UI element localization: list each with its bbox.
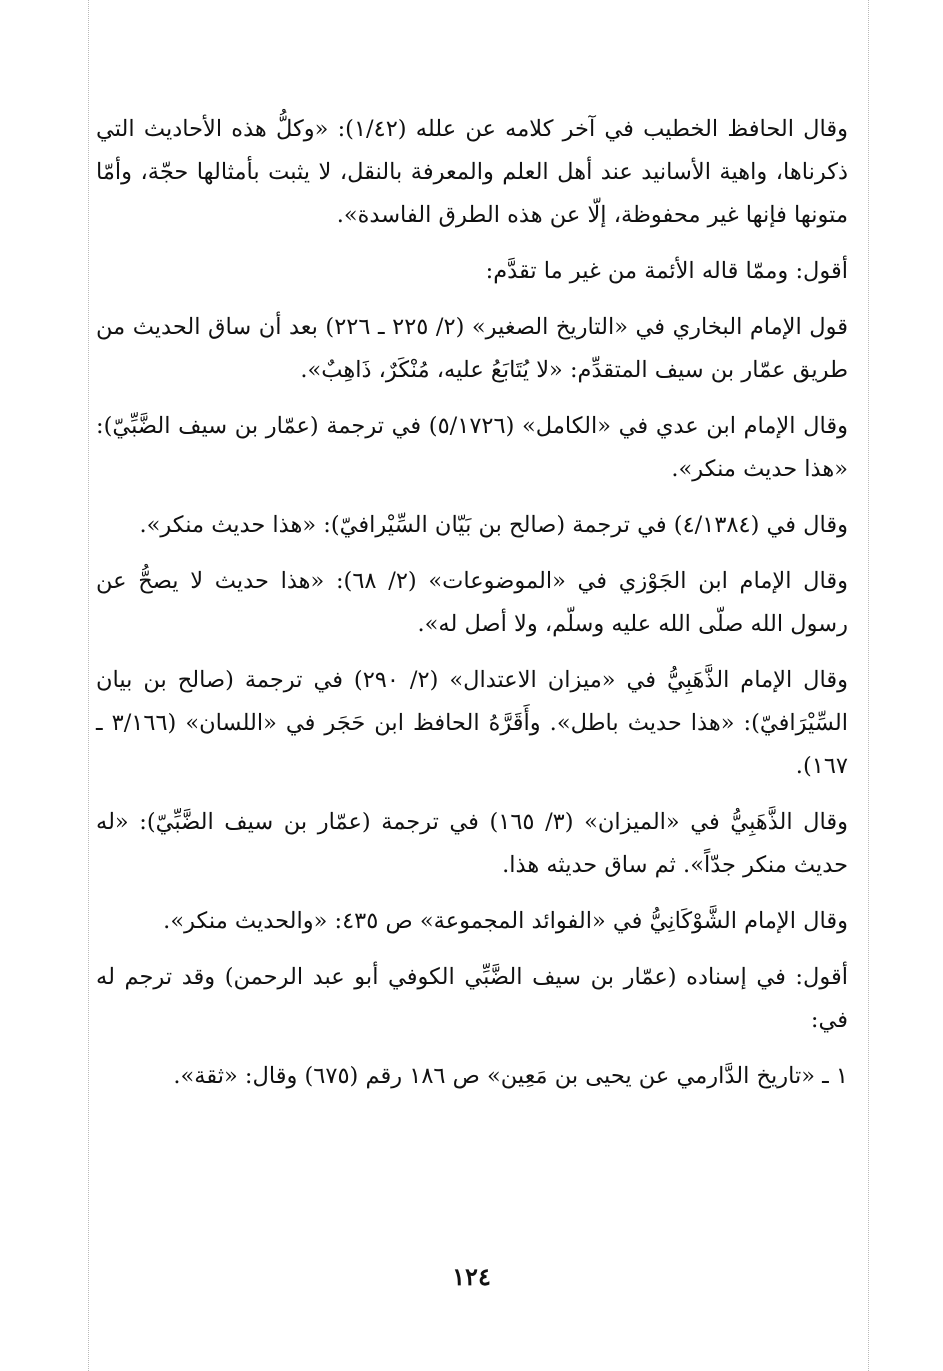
paragraph-darimi-entry: ١ ـ «تاريخ الدَّارمي عن يحيى بن مَعِين» ص ١٨٦ رقم (٦٧٥) وقال: «ثقة».: [173, 1063, 848, 1089]
paragraph-bukhari: قول الإمام البخاري في «التاريخ الصغير» (٢/ ٢٢٥ ـ ٢٢٦) بعد أن ساق الحديث من طريق عمّار بن سيف المتقدِّم: «لا يُتَابَعُ عليه، مُنْكَرٌ، ذَاهِبٌ».: [96, 314, 849, 383]
paragraph-isnad-note: أقول: في إسناده (عمّار بن سيف الضَّبِّي الكوفي أبو عبد الرحمن) وقد ترجم له في:: [96, 964, 848, 1033]
paragraph-khatib-quote: وقال الحافظ الخطيب في آخر كلامه عن علله (١/٤٢): «وكلُّ هذه الأحاديث التي ذكرناها، واهية الأسانيد عند أهل العلم والمعرفة بالنقل، لا يثبت بأمثالها حجّة، وأمّا متونها فإنها غير محفوظة، إلّا عن هذه الطرق الفاسدة».: [96, 116, 848, 228]
paragraph-dhahabi-mizan: وقال الإمام الذَّهَبِيُّ في «ميزان الاعتدال» (٢/ ٢٩٠) في ترجمة (صالح بن بيان السِّيْرَافيّ): «هذا حديث باطل». وأَقَرَّهُ الحافظ ابن حَجَر في «اللسان» (٣/١٦٦ ـ ١٦٧).: [96, 667, 849, 779]
paragraph-imams-intro: أقول: وممّا قاله الأئمة من غير ما تقدَّم:: [485, 258, 848, 284]
paragraph-ibn-adi: وقال الإمام ابن عدي في «الكامل» (٥/١٧٢٦) في ترجمة (عمّار بن سيف الضَّبِّيّ): «هذا حديث منكر».: [96, 413, 848, 482]
left-margin-guide: [88, 0, 89, 1371]
page-body: [96, 108, 848, 1111]
page-number: ١٢٤: [452, 1262, 491, 1291]
paragraph-ibn-adi-salih: وقال في (٤/١٣٨٤) في ترجمة (صالح بن بَيّان السِّيْرافيّ): «هذا حديث منكر».: [139, 512, 848, 538]
paragraph-ibn-al-jawzi: وقال الإمام ابن الجَوْزي في «الموضوعات» (٢/ ٦٨): «هذا حديث لا يصحُّ عن رسول الله صلّى الله عليه وسلّم، ولا أصل له».: [96, 568, 849, 637]
paragraph-shawkani: وقال الإمام الشَّوْكَانِيُّ في «الفوائد المجموعة» ص ٤٣٥: «والحديث منكر».: [163, 908, 848, 934]
right-margin-guide: [868, 0, 869, 1371]
paragraph-dhahabi-ammar: وقال الذَّهَبِيُّ في «الميزان» (٣/ ١٦٥) في ترجمة (عمّار بن سيف الضَّبِّيّ): «له حديث منكر جدّاً». ثم ساق حديثه هذا.: [96, 809, 849, 878]
